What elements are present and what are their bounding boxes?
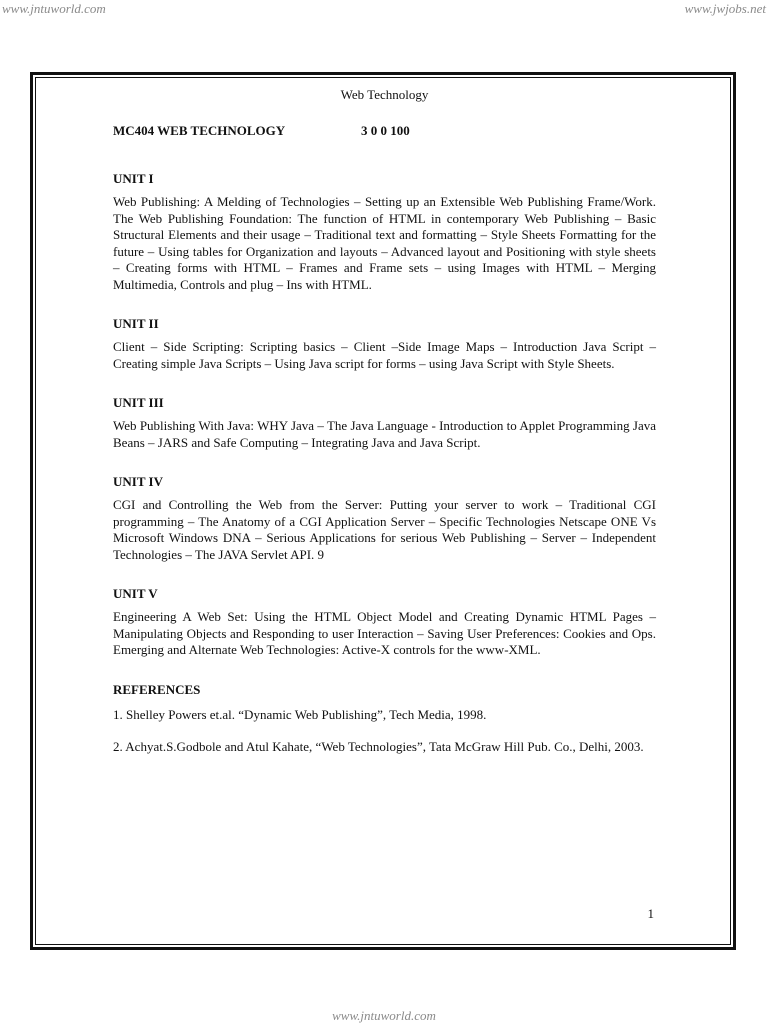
unit-description: Engineering A Web Set: Using the HTML Object Model and Creating Dynamic HTML Pages – Manipulating Objects and Responding to user Interaction – Saving User Preferences: Cookies and Ops. Emerging and Alternate Web Technologies: Active-X controls for the www-XML. — [113, 609, 656, 657]
course-code: MC404 WEB TECHNOLOGY — [113, 123, 286, 138]
reference-item: 1. Shelley Powers et.al. “Dynamic Web Publishing”, Tech Media, 1998. — [113, 706, 487, 722]
unit-description: Web Publishing With Java: WHY Java – The Java Language - Introduction to Applet Programming Java Beans – JARS and Safe Computing – Integrating Java and Java Script. — [113, 418, 656, 450]
unit-section-2 — [113, 315, 656, 372]
course-credits: 3 0 0 100 — [361, 123, 410, 138]
unit-heading: UNIT III — [113, 395, 164, 410]
unit-heading: UNIT II — [113, 316, 159, 331]
document-content — [113, 86, 656, 767]
references-section — [113, 681, 656, 759]
watermark-top-left: www.jntuworld.com — [2, 1, 106, 16]
unit-description: CGI and Controlling the Web from the Server: Putting your server to work – Traditional CGI programming – The Anatomy of a CGI Application Server – Specific Technologies Netscape ONE Vs Microsoft Windows DNA – Serious Applications for serious Web Publishing – Server – Independent Technologies – The JAVA Servlet API. 9 — [113, 497, 656, 562]
page-number: 1 — [647, 906, 654, 921]
references-heading: REFERENCES — [113, 681, 201, 697]
unit-section-5 — [113, 585, 656, 659]
unit-description: Web Publishing: A Melding of Technologies – Setting up an Extensible Web Publishing Frame/Work. The Web Publishing Foundation: The function of HTML in contemporary Web Publishing – Basic Structural Elements and their usage – Traditional text and formatting – Style Sheets Formatting for the future – Using tables for Organization and layouts – Advanced layout and Positioning with style sheets – Creating forms with HTML – Frames and Frame sets – using Images with HTML – Merging Multimedia, Controls and plug – Ins with HTML. — [113, 194, 656, 292]
watermark-top-right: www.jwjobs.net — [684, 1, 766, 16]
running-head: Web Technology — [340, 87, 429, 102]
watermark-bottom-center: www.jntuworld.com — [332, 1008, 436, 1023]
unit-heading: UNIT I — [113, 171, 154, 186]
unit-heading: UNIT V — [113, 586, 158, 601]
course-title-line — [113, 122, 656, 140]
unit-section-3 — [113, 394, 656, 451]
unit-section-1 — [113, 170, 656, 293]
unit-description: Client – Side Scripting: Scripting basics – Client –Side Image Maps – Introduction Java Script – Creating simple Java Scripts – Using Java script for forms – using Java Script with Style Sheets. — [113, 339, 656, 371]
unit-heading: UNIT IV — [113, 474, 163, 489]
unit-section-4 — [113, 473, 656, 563]
reference-item: 2. Achyat.S.Godbole and Atul Kahate, “Web Technologies”, Tata McGraw Hill Pub. Co., Delhi, 2003. — [113, 738, 644, 754]
